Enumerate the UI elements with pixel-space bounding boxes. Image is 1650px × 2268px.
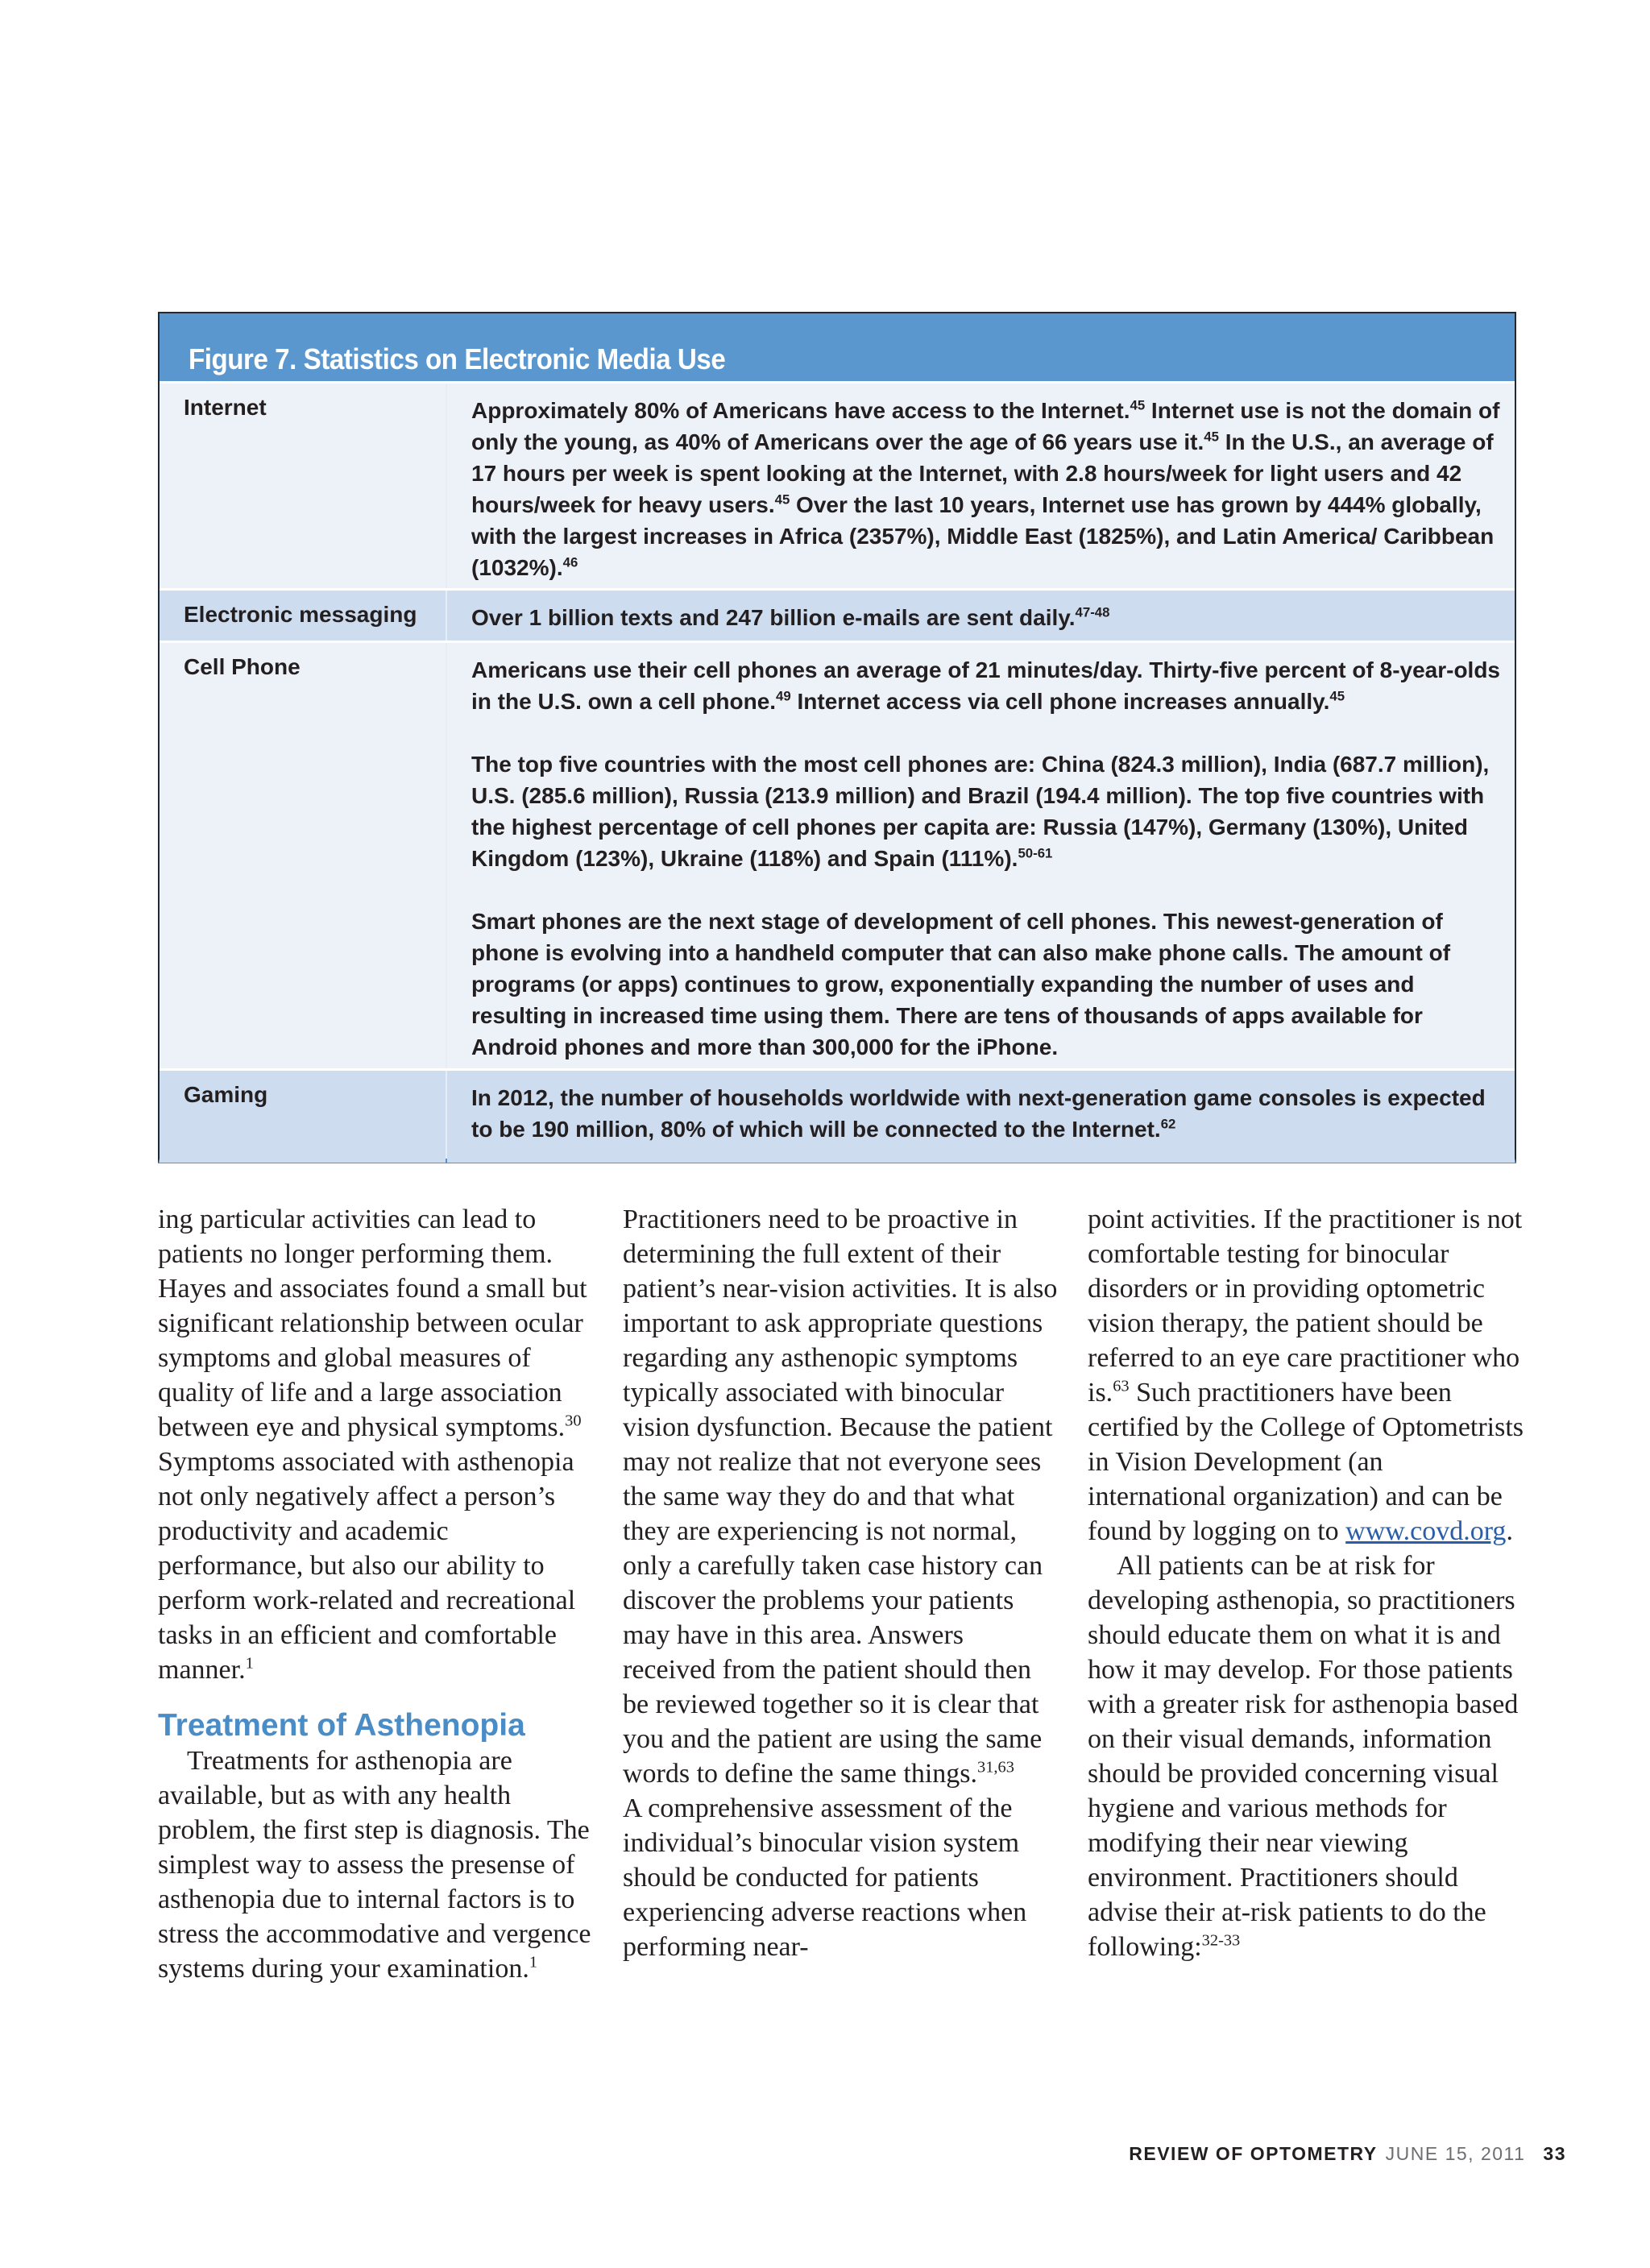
figure-title-bar <box>160 313 1515 381</box>
cell-paragraph: Americans use their cell phones an average of 21 minutes/day. Thirty-five percent of 8-year-olds in the U.S. own a cell phone.$^{49}$ Internet access via cell phone increases annually.$^{45}$ <box>471 657 1501 714</box>
page-footer <box>1129 2143 1566 2165</box>
row-body <box>447 1071 1515 1163</box>
table-row-internet <box>160 381 1515 588</box>
article-column-3 <box>1088 1202 1527 1964</box>
cell-paragraph: In 2012, the number of households worldwide with next-generation game consoles is expected to be 190 million, 80% of which will be connected to the Internet.$^{62}$ <box>471 1085 1486 1142</box>
row-label: Electronic messaging <box>160 591 446 641</box>
cell-paragraph: Over 1 billion texts and 247 billion e-mails are sent daily.$^{47-48}$ <box>471 604 1110 630</box>
paragraph: A comprehensive assessment of the individual’s binocular vision system should be conducted for patients experiencing adverse reactions when performing near- <box>623 1793 1027 1962</box>
cell-paragraph: The top five countries with the most cell phones are: China (824.3 million), India (687.7 million), U.S. (285.6 million), Russia (213.9 million) and Brazil (194.4 million). The top five countries with the highest percentage of cell phones per capita are: Russia (147%), Germany (130%), United Kingdom (123%), Ukraine (118%) and Spain (111%).$^{50-61}$ <box>471 752 1490 871</box>
section-heading: Treatment of Asthenopia <box>158 1708 525 1743</box>
row-label: Gaming <box>160 1071 446 1163</box>
paragraph: point activities. If the practitioner is not comfortable testing for binocular disorders or in providing optometric vision therapy, the patient should be referred to an eye care practitioner who is.$^{63}$ Such practitioners have been certified by the College of Optometrists in Vision Development (an international organization) and can be found by logging on to www.covd.org. <box>1088 1204 1524 1546</box>
article-column-1 <box>158 1202 597 1986</box>
row-body <box>447 384 1515 588</box>
paragraph: Practitioners need to be proactive in determining the full extent of their patient’s near-vision activities. It is also important to ask appropriate questions regarding any asthenopic symptoms typically associated with binocular vision dysfunction. Because the patient may not realize that not everyone sees the same way they do and that what they are experiencing is not normal, only a carefully taken case history can discover the problems your patients may have in this area. Answers received from the patient should then be reviewed together so it is clear that you and the patient are using the same words to define the same things.$^{31,63}$ <box>623 1204 1058 1789</box>
figure-title: Figure 7. Statistics on Electronic Media Use <box>189 342 726 375</box>
row-body <box>447 591 1515 641</box>
cell-paragraph: Approximately 80% of Americans have access to the Internet.$^{45}$ Internet use is not the domain of only the young, as 40% of Americans over the age of 66 years use it.$^{45}$ In the U.S., an average of 17 hours per week is spent looking at the Internet, with 2.8 hours/week for light users and 42 hours/week for heavy users.$^{45}$ Over the last 10 years, Internet use has grown by 444% globally, with the largest increases in Africa (2357%), Middle East (1825%), and Latin America/ Caribbean (1032%).$^{46}$ <box>471 397 1500 580</box>
row-label: Cell Phone <box>160 643 446 1068</box>
table-row-electronic-messaging <box>160 588 1515 641</box>
paragraph: ing particular activities can lead to patients no longer performing them. Hayes and associates found a small but significant relationship between ocular symptoms and global measures of quality of life and a large association between eye and physical symptoms.$^{30}$ <box>158 1204 587 1442</box>
magazine-name: REVIEW OF OPTOMETRY <box>1129 2143 1378 2164</box>
cell-paragraph: Smart phones are the next stage of development of cell phones. This newest-generation of phone is evolving into a handheld computer that can also make phone calls. The amount of programs (or apps) continues to grow, exponentially expanding the number of uses and resulting in increased time using them. There are tens of thousands of apps available for Android phones and more than 300,000 for the iPhone. <box>471 909 1451 1059</box>
paragraph: Symptoms associated with asthenopia not only negatively affect a person’s productivity and academic performance, but also our ability to perform work-related and recreational tasks in an efficient and comfortable manner.$^1$ <box>158 1447 576 1685</box>
row-body <box>447 643 1515 1068</box>
covd-link[interactable]: www.covd.org <box>1345 1516 1507 1546</box>
paragraph: Treatments for asthenopia are available, but as with any health problem, the first step is diagnosis. The simplest way to assess the presense of asthenopia due to internal factors is to stress the accommodative and vergence systems during your examination.$^1$ <box>158 1746 591 1984</box>
article-column-2 <box>623 1202 1062 1964</box>
paragraph: All patients can be at risk for developing asthenopia, so practitioners should educate them on what it is and how it may develop. For those patients with a greater risk for asthenopia based on their visual demands, information should be provided concerning visual hygiene and various methods for modifying their near viewing environment. Practitioners should advise their at-risk patients to do the following:$^{32-33}$ <box>1088 1551 1519 1962</box>
row-label: Internet <box>160 384 446 588</box>
issue-date: JUNE 15, 2011 <box>1385 2143 1526 2164</box>
figure-7-table <box>158 312 1516 1163</box>
table-row-gaming <box>160 1068 1515 1163</box>
table-row-cell-phone <box>160 641 1515 1068</box>
page-number: 33 <box>1543 2143 1566 2164</box>
